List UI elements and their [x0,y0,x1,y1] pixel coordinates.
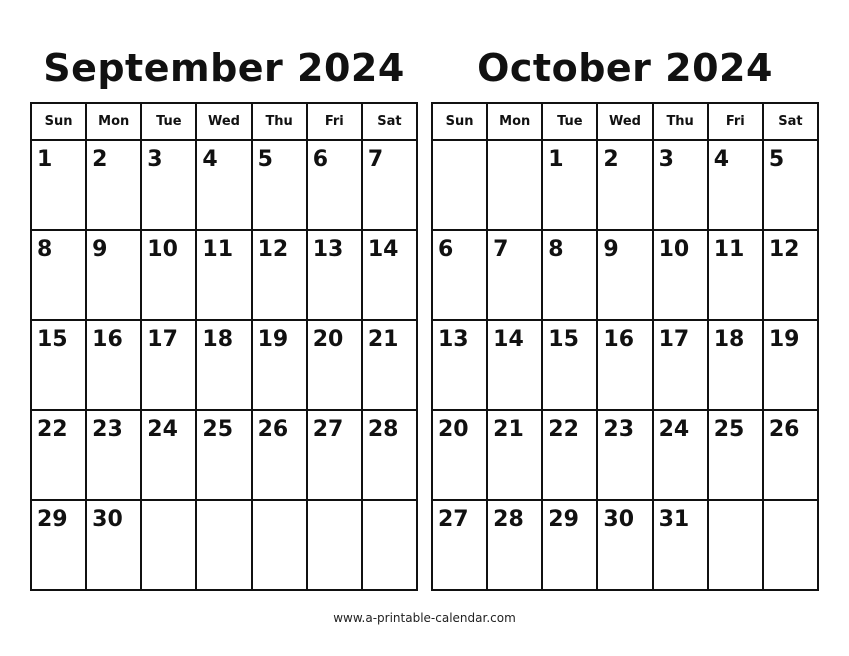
day-number: 6 [312,147,329,172]
weekday-header: Sat [362,103,417,140]
day-cell [307,140,362,230]
day-number [488,141,541,147]
day-number: 1 [548,147,564,172]
day-number: 23 [92,417,123,442]
day-number: 7 [493,237,509,262]
weekday-header: Sun [432,103,487,140]
day-number: 22 [548,417,579,442]
day-cell [196,320,251,410]
week-row [31,500,417,590]
day-number: 17 [658,327,690,352]
day-cell [708,230,763,320]
day-number: 12 [257,237,289,262]
day-cell [763,500,818,590]
day-number: 30 [603,507,635,532]
day-cell [487,230,542,320]
day-number [764,501,817,507]
weekday-header-row [432,103,818,140]
day-number: 27 [312,417,344,442]
day-number: 2 [603,147,619,172]
day-cell [252,140,307,230]
day-number: 28 [493,507,524,532]
day-cell [432,320,487,410]
day-cell [487,140,542,230]
day-cell [196,230,251,320]
day-number [142,501,195,507]
day-number: 4 [713,147,730,172]
day-number: 16 [603,327,635,352]
day-cell [597,140,652,230]
day-cell [31,230,86,320]
day-number: 10 [147,237,178,262]
day-number: 19 [768,327,800,352]
day-cell [307,410,362,500]
day-cell [487,500,542,590]
day-cell [141,140,196,230]
day-number: 4 [202,147,218,172]
day-number: 11 [713,237,745,262]
day-cell [708,140,763,230]
day-number: 18 [713,327,745,352]
weekday-header: Wed [597,103,652,140]
day-cell [597,320,652,410]
day-cell [252,410,307,500]
day-cell [362,320,417,410]
day-number: 3 [658,147,674,172]
day-cell [653,140,708,230]
day-cell [763,410,818,500]
day-number: 14 [367,237,399,262]
day-cell [252,500,307,590]
weekday-header: Tue [141,103,196,140]
day-cell [31,320,86,410]
day-cell [542,410,597,500]
day-number: 9 [92,237,108,262]
day-number: 22 [37,417,68,442]
day-number: 9 [603,237,619,262]
day-number: 24 [147,417,178,442]
day-number: 7 [367,147,384,172]
day-cell [542,320,597,410]
week-row [31,140,417,230]
day-cell [763,140,818,230]
day-cell [597,230,652,320]
day-cell [141,500,196,590]
day-cell [196,500,251,590]
day-number: 31 [658,507,690,532]
day-cell [362,230,417,320]
month-title: September 2024 [43,46,405,90]
day-number: 28 [367,417,399,442]
week-row [432,320,818,410]
day-cell [141,320,196,410]
day-number: 13 [438,327,469,352]
month-calendar-september [30,40,418,591]
day-cell [86,320,141,410]
day-cell [542,140,597,230]
day-cell [86,410,141,500]
day-cell [653,500,708,590]
weekday-header: Wed [196,103,251,140]
day-cell [362,410,417,500]
day-number: 11 [202,237,234,262]
day-number: 6 [438,237,454,262]
week-row [432,230,818,320]
week-row [31,410,417,500]
day-number: 17 [147,327,178,352]
day-number: 10 [658,237,690,262]
week-row [31,230,417,320]
day-cell [86,230,141,320]
day-cell [487,320,542,410]
day-cell [252,320,307,410]
week-row [31,320,417,410]
day-number [433,141,486,147]
day-cell [307,320,362,410]
weekday-header: Thu [653,103,708,140]
day-cell [763,320,818,410]
day-cell [362,140,417,230]
day-number: 18 [202,327,234,352]
day-cell [307,230,362,320]
day-cell [86,500,141,590]
day-number [308,501,361,507]
day-number: 3 [147,147,163,172]
day-cell [708,320,763,410]
day-cell [653,410,708,500]
day-number: 23 [603,417,635,442]
day-number: 14 [493,327,524,352]
day-cell [196,410,251,500]
day-number: 2 [92,147,108,172]
day-number [709,501,762,507]
weekday-header: Thu [252,103,307,140]
day-cell [432,500,487,590]
day-number: 24 [658,417,690,442]
week-row [432,410,818,500]
day-number: 29 [37,507,68,532]
day-cell [196,140,251,230]
day-cell [542,500,597,590]
day-cell [252,230,307,320]
month-calendar-october [431,40,819,591]
day-number: 8 [37,237,53,262]
day-cell [597,410,652,500]
day-cell [432,230,487,320]
day-number: 30 [92,507,123,532]
day-number: 1 [37,147,53,172]
day-number: 5 [768,147,785,172]
day-number: 26 [768,417,800,442]
week-row [432,140,818,230]
day-number: 16 [92,327,123,352]
day-cell [708,500,763,590]
weekday-header-row [31,103,417,140]
footer-url: www.a-printable-calendar.com [333,611,516,625]
day-cell [31,500,86,590]
day-cell [653,230,708,320]
day-number: 21 [367,327,399,352]
day-cell [432,140,487,230]
day-number: 8 [548,237,564,262]
weekday-header: Tue [542,103,597,140]
day-cell [307,500,362,590]
day-number: 19 [257,327,289,352]
day-number: 12 [768,237,800,262]
day-number: 5 [257,147,273,172]
calendar-grid [431,102,819,591]
day-number: 25 [713,417,745,442]
day-number: 15 [37,327,68,352]
day-cell [708,410,763,500]
day-number: 13 [312,237,344,262]
day-cell [141,230,196,320]
day-number [197,501,250,507]
weekday-header: Sat [763,103,818,140]
weekday-header: Fri [708,103,763,140]
day-cell [31,140,86,230]
weekday-header: Fri [307,103,362,140]
day-cell [597,500,652,590]
day-cell [542,230,597,320]
day-number: 21 [493,417,524,442]
day-cell [763,230,818,320]
day-cell [86,140,141,230]
day-cell [653,320,708,410]
day-number: 20 [438,417,469,442]
day-cell [31,410,86,500]
day-number: 20 [312,327,344,352]
day-number [253,501,306,507]
day-cell [432,410,487,500]
week-row [432,500,818,590]
weekday-header: Sun [31,103,86,140]
day-number: 29 [548,507,579,532]
day-cell [141,410,196,500]
weekday-header: Mon [86,103,141,140]
day-number: 27 [438,507,469,532]
day-cell [362,500,417,590]
weekday-header: Mon [487,103,542,140]
day-number: 15 [548,327,579,352]
month-title: October 2024 [477,46,773,90]
day-number [363,501,416,507]
day-number: 26 [257,417,289,442]
calendar-grid [30,102,418,591]
day-cell [487,410,542,500]
day-number: 25 [202,417,234,442]
